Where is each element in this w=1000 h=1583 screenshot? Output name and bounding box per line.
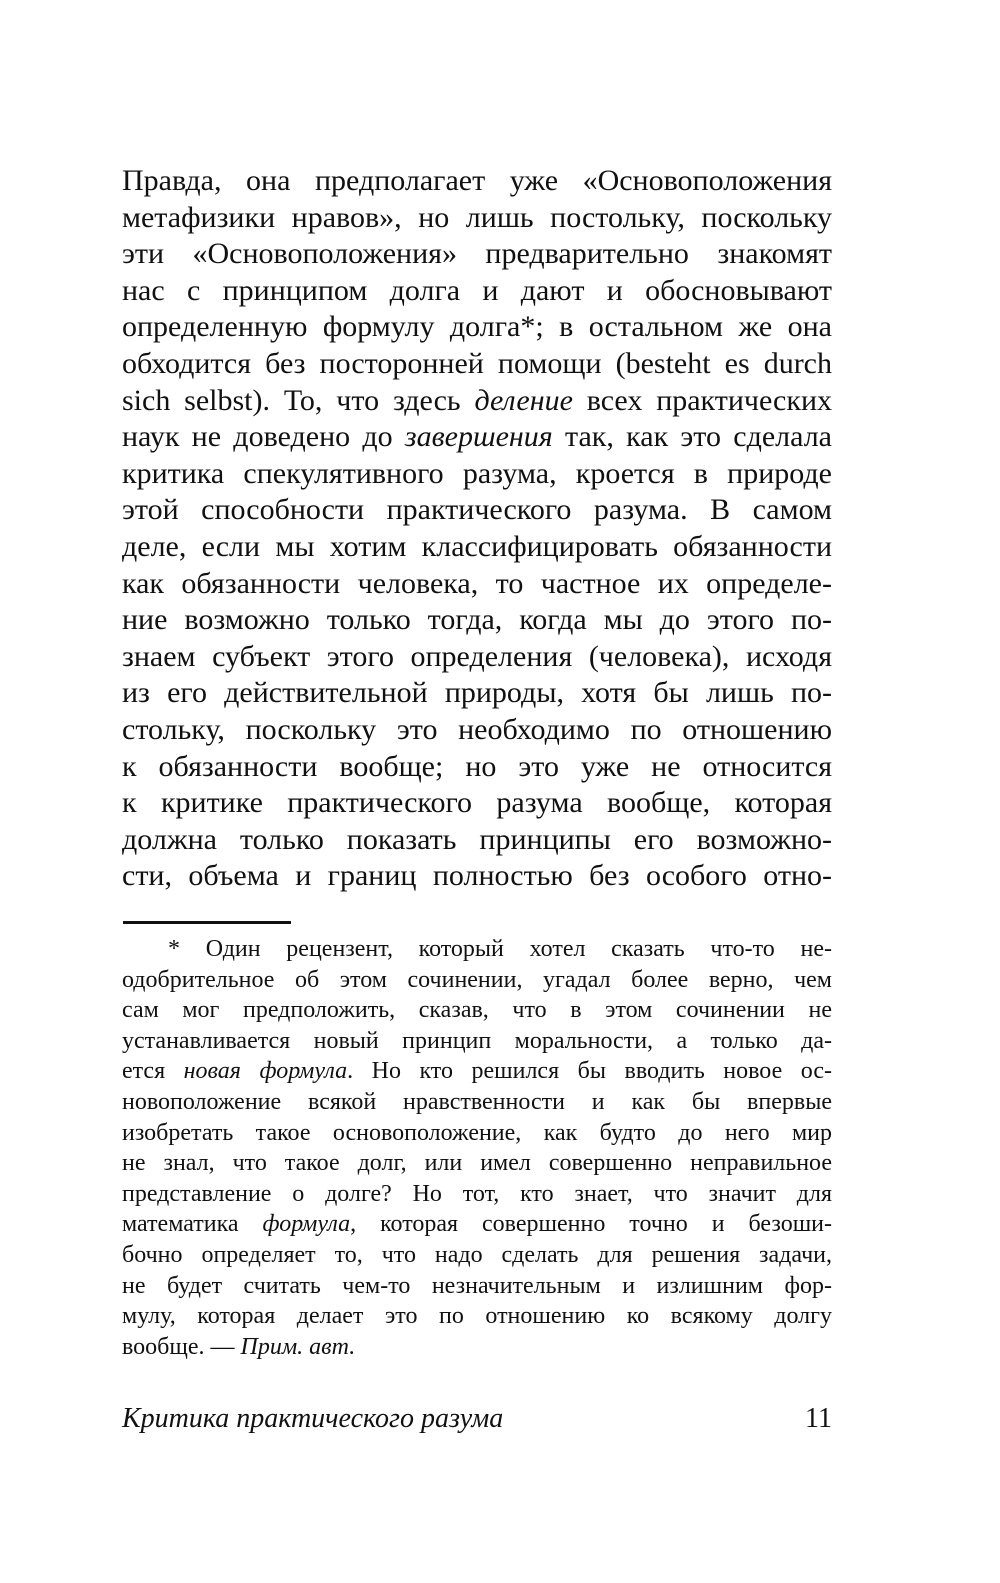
text-line: изобретать такое основоположение, как будто до него мир xyxy=(122,1119,832,1146)
text-line: критика спекулятивного разума, кроется в природе xyxy=(122,456,832,490)
text-line: sich selbst). То, что здесь деление всех практических xyxy=(122,383,833,417)
text-line: сам мог предположить, сказав, что в этом сочинении не xyxy=(122,997,832,1024)
text-line: сти, объема и границ полностью без особого отно- xyxy=(122,859,832,893)
footnote-separator xyxy=(123,921,291,924)
text-line: не будет считать чем-то незначительным и излишним фор- xyxy=(122,1272,832,1299)
page-footer xyxy=(122,1402,832,1436)
text-line: бочно определяет то, что надо сделать для решения задачи, xyxy=(122,1241,832,1268)
text-line: нас с принципом долга и дают и обосновывают xyxy=(122,273,832,307)
main-text-block xyxy=(122,163,832,895)
text-line: устанавливается новый принцип моральности, а только да- xyxy=(122,1027,832,1054)
text-line: Правда, она предполагает уже «Основоположения xyxy=(122,164,832,197)
text-line: представление о долге? Но тот, кто знает, что значит для xyxy=(122,1180,832,1207)
text-line: * Один рецензент, который хотел сказать что-то не- xyxy=(168,936,832,962)
text-line: к обязанности вообще; но это уже не относится xyxy=(122,749,832,783)
text-line: из его действительной природы, хотя бы лишь по- xyxy=(122,676,832,710)
text-line: к критике практического разума вообще, которая xyxy=(122,786,832,820)
running-title: Критика практического разума xyxy=(122,1403,504,1434)
text-line: знаем субъект этого определения (человека), исходя xyxy=(122,639,832,673)
text-line: должна только показать принципы его возможно- xyxy=(122,822,832,856)
text-line: определенную формулу долга*; в остальном же она xyxy=(122,310,832,344)
text-line: математика формула, которая совершенно точно и безоши- xyxy=(122,1211,833,1238)
text-line: ется новая формула. Но кто решился бы вводить новое ос- xyxy=(122,1058,833,1085)
text-line: наук не доведено до завершения так, как это сделала xyxy=(122,420,832,454)
text-line: новоположение всякой нравственности и как бы впервые xyxy=(122,1088,832,1115)
text-line: как обязанности человека, то частное их определе- xyxy=(122,566,832,600)
text-line: эти «Основоположения» предварительно знакомят xyxy=(122,237,832,271)
text-line: деле, если мы хотим классифицировать обязанности xyxy=(122,529,832,563)
text-line: стольку, поскольку это необходимо по отношению xyxy=(122,712,832,746)
text-line: ние возможно только тогда, когда мы до этого по- xyxy=(122,603,832,637)
text-line: не знал, что такое долг, или имел совершенно неправильное xyxy=(122,1150,832,1177)
page-number: 11 xyxy=(805,1403,832,1434)
text-line: этой способности практического разума. В самом xyxy=(122,493,832,527)
text-line: обходится без посторонней помощи (besteht es durch xyxy=(122,346,832,380)
text-line: вообще. — Прим. авт. xyxy=(122,1333,356,1360)
text-line: одобрительное об этом сочинении, угадал более верно, чем xyxy=(122,966,832,993)
text-line: мулу, которая делает это по отношению ко всякому долгу xyxy=(122,1303,832,1330)
footnote-block xyxy=(122,934,832,1362)
text-line: метафизики нравов», но лишь постольку, поскольку xyxy=(122,200,832,234)
